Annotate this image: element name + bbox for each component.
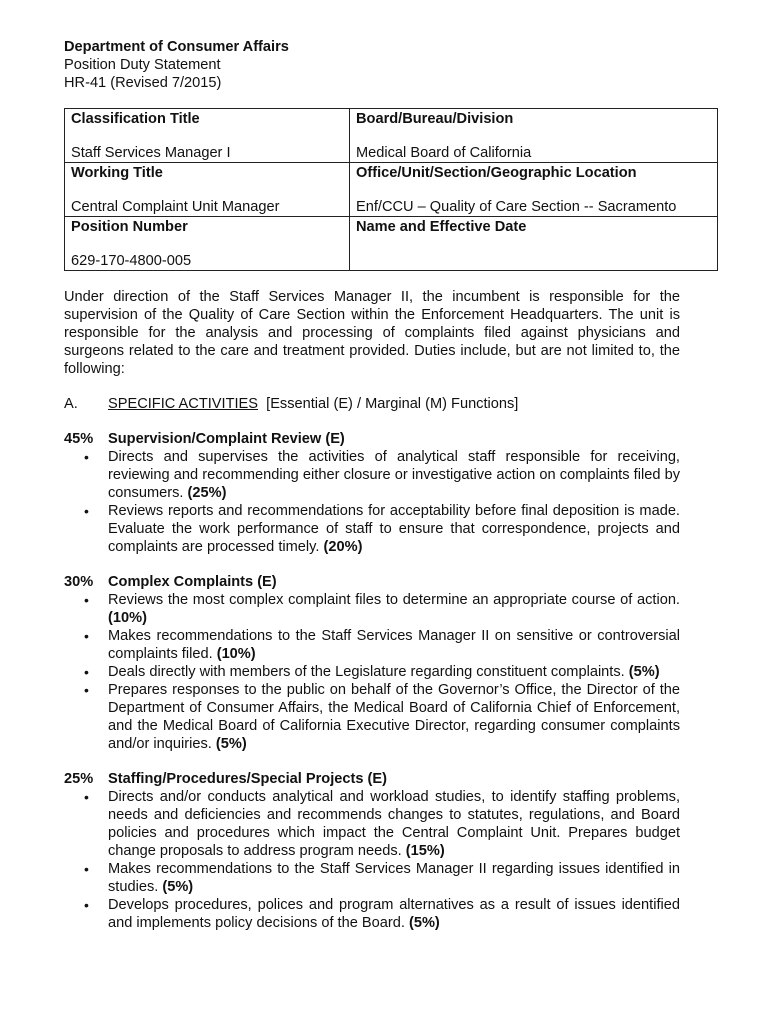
group-heading [64, 430, 684, 448]
activity-share: (15%) [405, 843, 445, 859]
activity-share: (10%) [216, 646, 256, 662]
working-title-label: Working Title [71, 165, 163, 181]
activity-text: Deals directly with members of the Legislature regarding constituent complaints. [108, 664, 625, 680]
activity-item [64, 627, 680, 663]
activity-share: (25%) [187, 485, 227, 501]
bullet-icon: • [84, 682, 89, 698]
bullet-icon: • [84, 861, 89, 877]
name-date-label: Name and Effective Date [356, 219, 527, 235]
activity-text: Reviews reports and recommendations for acceptability before final deposition is made. Evaluate the work performance of staff to ensure that correspondence, projects and complaints are processed timely. [108, 503, 680, 555]
activity-list [64, 788, 684, 932]
group-title: Complex Complaints (E) [108, 574, 277, 590]
position-number-label: Position Number [71, 219, 188, 235]
duty-statement-page [64, 38, 684, 932]
activity-item [64, 502, 680, 556]
activity-groups [64, 430, 684, 932]
activity-item [64, 448, 680, 502]
working-title-cell [65, 163, 350, 217]
office-value: Enf/CCU – Quality of Care Section -- Sacramento [356, 199, 677, 215]
activity-item [64, 681, 680, 753]
activity-text: Reviews the most complex complaint files to determine an appropriate course of action. [108, 592, 680, 608]
bullet-icon: • [84, 503, 89, 519]
classification-label: Classification Title [71, 111, 200, 127]
activity-text: Prepares responses to the public on behalf of the Governor’s Office, the Director of the Department of Consumer Affairs, the Medical Board of California Chief of Enforcement, and the Medical Board of California Executive Director, regarding consumer complaints and/or inquiries. [108, 682, 680, 752]
activity-share: (5%) [162, 879, 194, 895]
activity-share: (5%) [628, 664, 660, 680]
activity-item [64, 860, 680, 896]
bullet-icon: • [84, 449, 89, 465]
bullet-icon: • [84, 789, 89, 805]
activity-text: Directs and supervises the activities of analytical staff responsible for receiving, reviewing and recommending either closure or investigative action on complaints filed by consumers. [108, 449, 680, 501]
classification-cell [65, 109, 350, 163]
group-heading [64, 770, 684, 788]
department-name: Department of Consumer Affairs [64, 39, 289, 55]
intro-paragraph: Under direction of the Staff Services Manager II, the incumbent is responsible for the supervision of the Quality of Care Section within the Enforcement Headquarters. The unit is responsible for the analysis and processing of complaints filed against physicians and surgeons related to the care and treatment provided. Duties include, but are not limited to, the following: [64, 289, 680, 377]
classification-value: Staff Services Manager I [71, 145, 231, 161]
activity-group [64, 770, 684, 932]
activity-share: (10%) [108, 610, 147, 626]
activity-share: (5%) [215, 736, 247, 752]
activity-item [64, 896, 680, 932]
bullet-icon: • [84, 664, 89, 680]
form-id: HR-41 (Revised 7/2015) [64, 75, 222, 91]
section-letter: A. [64, 396, 78, 412]
position-number-value: 629-170-4800-005 [71, 253, 192, 269]
group-percent: 25% [64, 771, 94, 787]
activity-text: Makes recommendations to the Staff Services Manager II on sensitive or controversial complaints filed. [108, 628, 680, 662]
working-title-value: Central Complaint Unit Manager [71, 199, 280, 215]
activity-text: Directs and/or conducts analytical and workload studies, to identify staffing problems, needs and deficiencies and recommends changes to statutes, regulations, and Board policies and procedures which impact the Central Complaint Unit. Prepares budget change proposals to address program needs. [108, 789, 680, 859]
activity-list [64, 591, 684, 753]
position-number-cell [65, 217, 350, 271]
group-title: Supervision/Complaint Review (E) [108, 431, 345, 447]
section-a-heading [64, 395, 684, 413]
document-title: Position Duty Statement [64, 57, 221, 73]
activity-item [64, 591, 680, 627]
group-title: Staffing/Procedures/Special Projects (E) [108, 771, 387, 787]
activity-group [64, 430, 684, 556]
section-subtitle: [Essential (E) / Marginal (M) Functions] [266, 396, 519, 412]
activity-share: (5%) [408, 915, 440, 931]
office-cell [350, 163, 718, 217]
bullet-icon: • [84, 592, 89, 608]
section-title: SPECIFIC ACTIVITIES [108, 396, 259, 412]
activity-share: (20%) [323, 539, 363, 555]
group-percent: 30% [64, 574, 94, 590]
activity-item [64, 788, 680, 860]
board-cell [350, 109, 718, 163]
position-info-table [64, 108, 718, 271]
name-date-cell [350, 217, 718, 271]
activity-group [64, 573, 684, 753]
group-percent: 45% [64, 431, 94, 447]
board-label: Board/Bureau/Division [356, 111, 514, 127]
activity-item [64, 663, 680, 681]
activity-list [64, 448, 684, 556]
board-value: Medical Board of California [356, 145, 532, 161]
activity-text: Develops procedures, polices and program alternatives as a result of issues identified and implements policy decisions of the Board. [108, 897, 680, 931]
document-header [64, 38, 684, 92]
bullet-icon: • [84, 897, 89, 913]
bullet-icon: • [84, 628, 89, 644]
group-heading [64, 573, 684, 591]
office-label: Office/Unit/Section/Geographic Location [356, 165, 637, 181]
activity-text: Makes recommendations to the Staff Services Manager II regarding issues identified in studies. [108, 861, 680, 895]
